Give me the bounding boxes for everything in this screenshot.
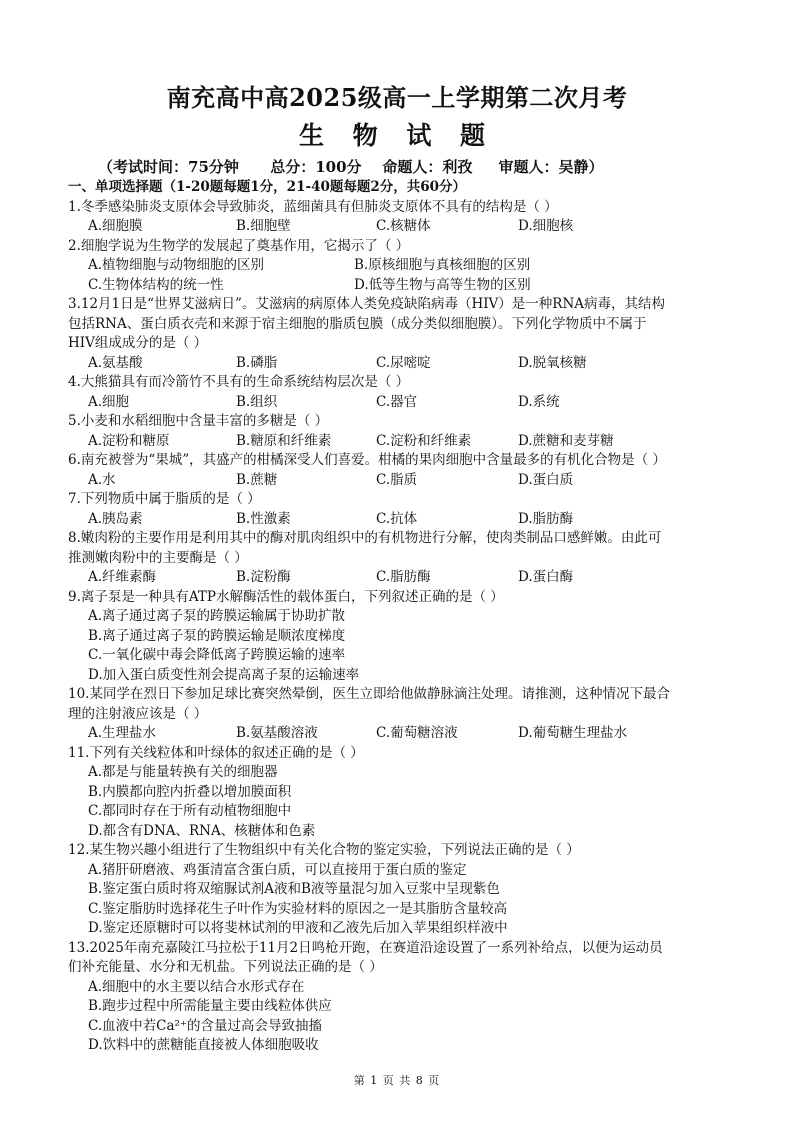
option-d: D.系统 bbox=[518, 393, 560, 410]
option-d: D.低等生物与高等生物的区别 bbox=[354, 276, 531, 293]
option-b: B.内膜都向腔内折叠以增加膜面积 bbox=[88, 783, 292, 800]
question-12 bbox=[68, 841, 728, 939]
options-row bbox=[68, 471, 728, 491]
question-stem: 12.某生物兴趣小组进行了生物组织中有关化合物的鉴定实验，下列说法正确的是（ ） bbox=[68, 842, 580, 858]
option-b: B.蔗糖 bbox=[236, 471, 278, 488]
option-c: C.尿嘧啶 bbox=[376, 354, 431, 371]
option-d: D.蛋白酶 bbox=[518, 569, 574, 585]
question-11 bbox=[68, 744, 728, 842]
option-a: A.都是与能量转换有关的细胞器 bbox=[88, 764, 278, 780]
option-c: C.脂肪酶 bbox=[376, 569, 431, 585]
option-c: C.核糖体 bbox=[376, 218, 431, 234]
option-c: C.淀粉和纤维素 bbox=[376, 432, 472, 449]
option-b: B.细胞壁 bbox=[236, 218, 291, 234]
question-stem-cont: 理的注射液应该是（ ） bbox=[68, 705, 208, 722]
option-b: B.淀粉酶 bbox=[236, 569, 291, 585]
option-a: A.纤维素酶 bbox=[88, 569, 157, 585]
question-13 bbox=[68, 939, 728, 1056]
option-b: B.组织 bbox=[236, 393, 278, 410]
question-stem: 5.小麦和水稻细胞中含量丰富的多糖是（ ） bbox=[68, 413, 329, 429]
question-3 bbox=[68, 295, 728, 373]
option-b: B.氨基酸溶液 bbox=[236, 725, 318, 741]
question-stem: 10.某同学在烈日下参加足球比赛突然晕倒，医生立即给他做静脉滴注处理。请推测，这种情况下最合 bbox=[68, 686, 670, 702]
question-list bbox=[68, 178, 728, 1056]
option-c: C.生物体结构的统一性 bbox=[88, 276, 224, 293]
question-5 bbox=[68, 412, 728, 451]
question-stem: 1.冬季感染肺炎支原体会导致肺炎，蓝细菌具有但肺炎支原体不具有的结构是（ ） bbox=[68, 198, 558, 215]
option-d: D.都含有DNA、RNA、核糖体和色素 bbox=[88, 822, 316, 839]
options-row bbox=[68, 354, 728, 374]
question-stem: 7.下列物质中属于脂质的是（ ） bbox=[68, 491, 261, 507]
question-stem: 9.离子泵是一种具有ATP水解酶活性的载体蛋白，下列叙述正确的是（ ） bbox=[68, 588, 504, 605]
options-row bbox=[68, 256, 728, 276]
question-stem-cont: 推测嫩肉粉中的主要酶是（ ） bbox=[68, 549, 248, 566]
option-b: B.跑步过程中所需能量主要由线粒体供应 bbox=[88, 998, 332, 1014]
option-c: C.鉴定脂肪时选择花生子叶作为实验材料的原因之一是其脂肪含量较高 bbox=[88, 900, 508, 917]
question-stem: 4.大熊猫具有而冷箭竹不具有的生命系统结构层次是（ ） bbox=[68, 374, 410, 390]
option-d: D.饮料中的蔗糖能直接被人体细胞吸收 bbox=[88, 1037, 319, 1053]
options-row bbox=[68, 724, 728, 744]
question-stem: 8.嫩肉粉的主要作用是利用其中的酶对肌肉组织中的有机物进行分解，使肉类制品口感鲜嫩。由此可 bbox=[68, 530, 662, 546]
section-heading: 一、单项选择题（1-20题每题1分，21-40题每题2分，共60分） bbox=[68, 179, 467, 195]
option-a: A.离子通过离子泵的跨膜运输属于协助扩散 bbox=[88, 608, 346, 624]
option-c: C.都同时存在于所有动植物细胞中 bbox=[88, 803, 292, 819]
option-b: B.鉴定蛋白质时将双缩脲试剂A液和B液等量混匀加入豆浆中呈现紫色 bbox=[88, 881, 500, 897]
question-stem: 2.细胞学说为生物学的发展起了奠基作用，它揭示了（ ） bbox=[68, 237, 410, 254]
question-stem: 11.下列有关线粒体和叶绿体的叙述正确的是（ ） bbox=[68, 744, 364, 761]
question-stem: 13.2025年南充嘉陵江马拉松于11月2日鸣枪开跑，在赛道沿途设置了一系列补给点，以便为运动员 bbox=[68, 939, 663, 956]
options-row bbox=[68, 217, 728, 237]
options-row bbox=[68, 432, 728, 452]
options-row bbox=[68, 510, 728, 530]
question-2 bbox=[68, 237, 728, 296]
question-stem-cont: 们补充能量、水分和无机盐。下列说法正确的是（ ） bbox=[68, 959, 383, 975]
option-a: A.淀粉和糖原 bbox=[88, 432, 170, 449]
option-a: A.氨基酸 bbox=[88, 354, 143, 371]
option-d: D.脂肪酶 bbox=[518, 510, 574, 527]
exam-subtitle: 生 物 试 题 bbox=[298, 121, 496, 150]
option-a: A.植物细胞与动物细胞的区别 bbox=[88, 257, 265, 273]
exam-title: 南充高中高2025级高一上学期第二次月考 bbox=[166, 83, 628, 112]
option-c: C.血液中若Ca²⁺的含量过高会导致抽搐 bbox=[88, 1017, 323, 1034]
option-c: C.一氧化碳中毒会降低离子跨膜运输的速率 bbox=[88, 647, 346, 663]
option-d: D.鉴定还原糖时可以将斐林试剂的甲液和乙液先后加入苹果组织样液中 bbox=[88, 920, 508, 936]
question-1 bbox=[68, 198, 728, 237]
option-d: D.细胞核 bbox=[518, 218, 574, 234]
option-a: A.生理盐水 bbox=[88, 725, 157, 741]
option-a: A.水 bbox=[88, 471, 116, 488]
question-stem: 6.南充被誉为“果城”，其盛产的柑橘深受人们喜爱。柑橘的果肉细胞中含量最多的有机化合物是（ ） bbox=[68, 452, 666, 468]
question-9 bbox=[68, 588, 728, 686]
option-d: D.蔗糖和麦芽糖 bbox=[518, 432, 614, 449]
option-d: D.脱氧核糖 bbox=[518, 354, 587, 371]
question-stem: 3.12月1日是“世界艾滋病日”。艾滋病的病原体人类免疫缺陷病毒（HIV）是一种RNA病毒，其结构 bbox=[68, 296, 666, 312]
option-a: A.细胞膜 bbox=[88, 218, 143, 234]
question-7 bbox=[68, 490, 728, 529]
option-c: C.葡萄糖溶液 bbox=[376, 725, 458, 741]
option-b: B.原核细胞与真核细胞的区别 bbox=[354, 257, 531, 273]
option-a: A.胰岛素 bbox=[88, 510, 143, 527]
option-a: A.猪肝研磨液、鸡蛋清富含蛋白质，可以直接用于蛋白质的鉴定 bbox=[88, 861, 467, 878]
option-d: D.葡萄糖生理盐水 bbox=[518, 725, 628, 741]
option-c: C.器官 bbox=[376, 393, 418, 410]
option-c: C.抗体 bbox=[376, 510, 418, 527]
option-d: D.加入蛋白质变性剂会提高离子泵的运输速率 bbox=[88, 666, 360, 683]
options-row bbox=[68, 393, 728, 413]
options-row bbox=[68, 276, 728, 296]
options-row bbox=[68, 568, 728, 588]
option-b: B.离子通过离子泵的跨膜运输是顺浓度梯度 bbox=[88, 627, 346, 644]
question-10 bbox=[68, 685, 728, 744]
option-d: D.蛋白质 bbox=[518, 471, 574, 488]
option-a: A.细胞 bbox=[88, 393, 130, 410]
option-b: B.磷脂 bbox=[236, 354, 278, 371]
exam-info: （考试时间：75分钟 总分：100分 命题人：利孜 审题人：吴静） bbox=[98, 158, 604, 176]
question-4 bbox=[68, 373, 728, 412]
question-6 bbox=[68, 451, 728, 490]
option-b: B.糖原和纤维素 bbox=[236, 432, 332, 449]
option-a: A.细胞中的水主要以结合水形式存在 bbox=[88, 978, 305, 995]
question-stem-cont: 包括RNA、蛋白质衣壳和来源于宿主细胞的脂质包膜（成分类似细胞膜）。下列化学物质中不属于 bbox=[68, 315, 647, 332]
question-8 bbox=[68, 529, 728, 588]
option-b: B.性激素 bbox=[236, 510, 291, 527]
question-stem-cont: HIV组成成分的是（ ） bbox=[68, 335, 208, 351]
option-c: C.脂质 bbox=[376, 471, 418, 488]
page-number: 第 1 页 共 8 页 bbox=[353, 1074, 441, 1087]
